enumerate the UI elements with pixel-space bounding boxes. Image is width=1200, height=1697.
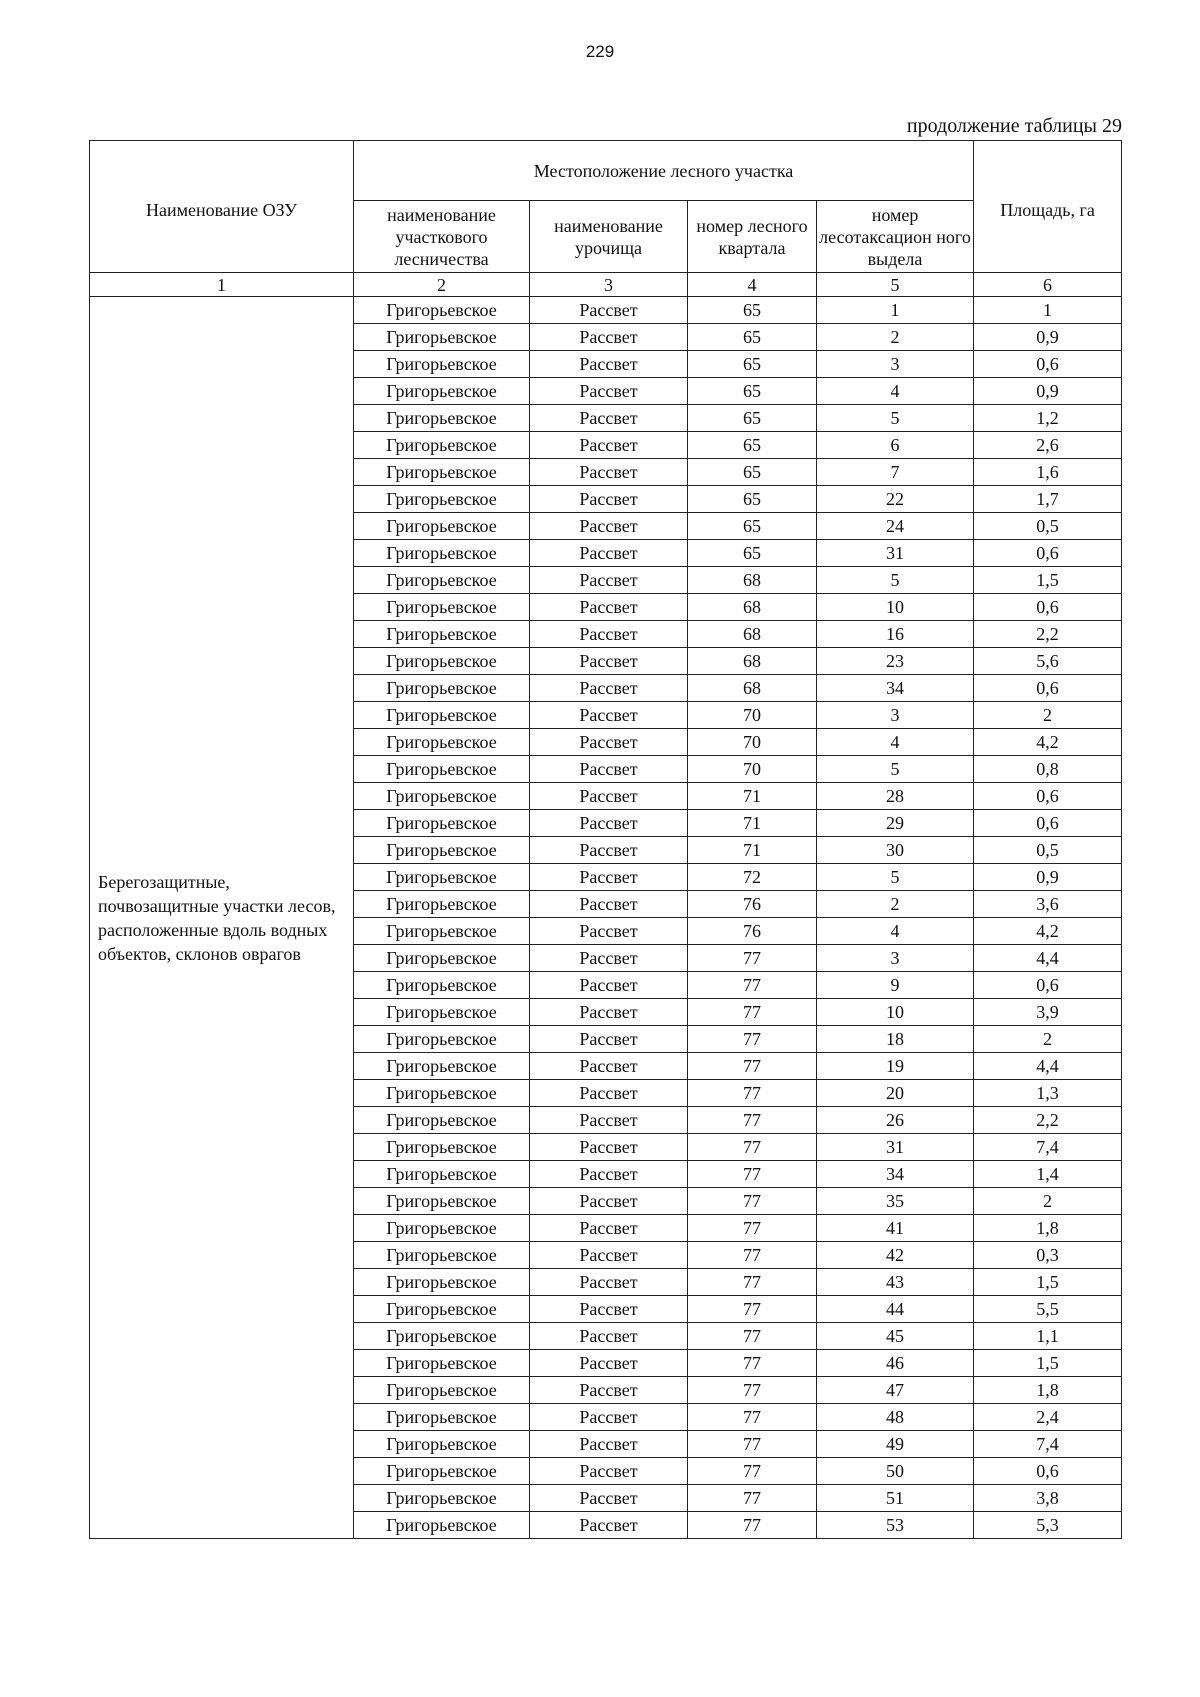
cell-plot: 45 [817, 1323, 974, 1350]
cell-district: Григорьевское [354, 1161, 530, 1188]
cell-plot: 34 [817, 1161, 974, 1188]
cell-area: 0,6 [974, 1458, 1122, 1485]
cell-plot: 4 [817, 378, 974, 405]
cell-plot: 35 [817, 1188, 974, 1215]
header-location: Местоположение лесного участка [354, 141, 974, 201]
cell-plot: 5 [817, 567, 974, 594]
cell-quarter: 70 [688, 729, 817, 756]
cell-plot: 51 [817, 1485, 974, 1512]
cell-area: 5,3 [974, 1512, 1122, 1539]
page-number: 229 [585, 42, 615, 61]
header-plot: номер лесотаксацион ного выдела [817, 201, 974, 273]
cell-area: 0,5 [974, 837, 1122, 864]
cell-district: Григорьевское [354, 756, 530, 783]
cell-tract: Рассвет [530, 351, 688, 378]
cell-quarter: 77 [688, 1350, 817, 1377]
cell-tract: Рассвет [530, 1323, 688, 1350]
cell-tract: Рассвет [530, 1053, 688, 1080]
table-row [90, 297, 1122, 324]
cell-district: Григорьевское [354, 891, 530, 918]
cell-tract: Рассвет [530, 1296, 688, 1323]
header-district: наименование участкового лесничества [354, 201, 530, 273]
cell-tract: Рассвет [530, 891, 688, 918]
cell-tract: Рассвет [530, 729, 688, 756]
cell-quarter: 77 [688, 1134, 817, 1161]
cell-area: 0,5 [974, 513, 1122, 540]
cell-tract: Рассвет [530, 1242, 688, 1269]
cell-plot: 31 [817, 540, 974, 567]
cell-plot: 4 [817, 729, 974, 756]
cell-district: Григорьевское [354, 1242, 530, 1269]
cell-quarter: 77 [688, 1458, 817, 1485]
cell-district: Григорьевское [354, 1404, 530, 1431]
cell-quarter: 65 [688, 486, 817, 513]
cell-area: 2 [974, 702, 1122, 729]
column-number: 6 [974, 273, 1122, 297]
cell-plot: 5 [817, 405, 974, 432]
cell-district: Григорьевское [354, 1269, 530, 1296]
cell-plot: 3 [817, 351, 974, 378]
cell-district: Григорьевское [354, 864, 530, 891]
cell-area: 4,4 [974, 945, 1122, 972]
cell-quarter: 77 [688, 1053, 817, 1080]
cell-area: 3,8 [974, 1485, 1122, 1512]
table-caption: продолжение таблицы 29 [906, 115, 1122, 137]
cell-area: 2,2 [974, 1107, 1122, 1134]
cell-quarter: 77 [688, 1431, 817, 1458]
cell-area: 0,6 [974, 675, 1122, 702]
cell-area: 0,9 [974, 864, 1122, 891]
cell-district: Григорьевское [354, 675, 530, 702]
cell-quarter: 65 [688, 378, 817, 405]
header-ozu-name: Наименование ОЗУ [90, 141, 354, 273]
cell-quarter: 77 [688, 1269, 817, 1296]
cell-plot: 9 [817, 972, 974, 999]
cell-tract: Рассвет [530, 1431, 688, 1458]
cell-district: Григорьевское [354, 1188, 530, 1215]
cell-quarter: 77 [688, 1377, 817, 1404]
cell-area: 1,3 [974, 1080, 1122, 1107]
cell-quarter: 65 [688, 405, 817, 432]
cell-plot: 30 [817, 837, 974, 864]
cell-area: 1,1 [974, 1323, 1122, 1350]
table-body [90, 297, 1122, 1539]
cell-tract: Рассвет [530, 1377, 688, 1404]
cell-tract: Рассвет [530, 1350, 688, 1377]
header-tract: наименование урочища [530, 201, 688, 273]
cell-area: 2,6 [974, 432, 1122, 459]
cell-plot: 1 [817, 297, 974, 324]
cell-district: Григорьевское [354, 1134, 530, 1161]
cell-tract: Рассвет [530, 1215, 688, 1242]
cell-tract: Рассвет [530, 405, 688, 432]
cell-tract: Рассвет [530, 1485, 688, 1512]
cell-tract: Рассвет [530, 1404, 688, 1431]
cell-district: Григорьевское [354, 1458, 530, 1485]
cell-district: Григорьевское [354, 783, 530, 810]
cell-district: Григорьевское [354, 1053, 530, 1080]
cell-plot: 20 [817, 1080, 974, 1107]
cell-district: Григорьевское [354, 1512, 530, 1539]
cell-area: 0,3 [974, 1242, 1122, 1269]
cell-area: 0,9 [974, 324, 1122, 351]
cell-tract: Рассвет [530, 594, 688, 621]
header-quarter: номер лесного квартала [688, 201, 817, 273]
cell-quarter: 68 [688, 648, 817, 675]
cell-plot: 26 [817, 1107, 974, 1134]
cell-area: 0,6 [974, 783, 1122, 810]
cell-quarter: 68 [688, 567, 817, 594]
cell-area: 3,6 [974, 891, 1122, 918]
cell-quarter: 77 [688, 1323, 817, 1350]
cell-tract: Рассвет [530, 1188, 688, 1215]
cell-plot: 18 [817, 1026, 974, 1053]
cell-area: 1,5 [974, 1269, 1122, 1296]
cell-quarter: 77 [688, 1242, 817, 1269]
cell-area: 0,6 [974, 972, 1122, 999]
cell-area: 3,9 [974, 999, 1122, 1026]
cell-district: Григорьевское [354, 594, 530, 621]
cell-area: 5,6 [974, 648, 1122, 675]
cell-tract: Рассвет [530, 756, 688, 783]
cell-tract: Рассвет [530, 783, 688, 810]
cell-tract: Рассвет [530, 648, 688, 675]
cell-district: Григорьевское [354, 1107, 530, 1134]
cell-plot: 22 [817, 486, 974, 513]
cell-tract: Рассвет [530, 999, 688, 1026]
cell-area: 4,4 [974, 1053, 1122, 1080]
cell-quarter: 65 [688, 432, 817, 459]
column-number: 2 [354, 273, 530, 297]
cell-quarter: 77 [688, 1026, 817, 1053]
cell-area: 1,5 [974, 1350, 1122, 1377]
cell-area: 1,5 [974, 567, 1122, 594]
cell-plot: 42 [817, 1242, 974, 1269]
cell-quarter: 77 [688, 1080, 817, 1107]
cell-quarter: 77 [688, 945, 817, 972]
cell-tract: Рассвет [530, 1512, 688, 1539]
cell-plot: 4 [817, 918, 974, 945]
ozu-category-cell: Берегозащитные, почвозащитные участки лесов, расположенные вдоль водных объектов, склонов оврагов [90, 297, 354, 1539]
cell-area: 7,4 [974, 1134, 1122, 1161]
cell-area: 0,9 [974, 378, 1122, 405]
cell-district: Григорьевское [354, 729, 530, 756]
cell-area: 5,5 [974, 1296, 1122, 1323]
cell-area: 4,2 [974, 918, 1122, 945]
column-number: 3 [530, 273, 688, 297]
cell-plot: 3 [817, 945, 974, 972]
cell-plot: 10 [817, 594, 974, 621]
cell-tract: Рассвет [530, 918, 688, 945]
cell-quarter: 77 [688, 999, 817, 1026]
cell-plot: 23 [817, 648, 974, 675]
cell-quarter: 77 [688, 1107, 817, 1134]
cell-area: 1,2 [974, 405, 1122, 432]
cell-tract: Рассвет [530, 567, 688, 594]
cell-quarter: 71 [688, 837, 817, 864]
cell-tract: Рассвет [530, 297, 688, 324]
cell-district: Григорьевское [354, 297, 530, 324]
cell-district: Григорьевское [354, 1323, 530, 1350]
cell-tract: Рассвет [530, 432, 688, 459]
cell-quarter: 77 [688, 972, 817, 999]
column-number: 1 [90, 273, 354, 297]
cell-district: Григорьевское [354, 810, 530, 837]
cell-tract: Рассвет [530, 1134, 688, 1161]
cell-plot: 3 [817, 702, 974, 729]
cell-plot: 2 [817, 891, 974, 918]
cell-area: 2 [974, 1188, 1122, 1215]
cell-district: Григорьевское [354, 1296, 530, 1323]
cell-plot: 34 [817, 675, 974, 702]
cell-quarter: 65 [688, 513, 817, 540]
cell-district: Григорьевское [354, 621, 530, 648]
cell-district: Григорьевское [354, 945, 530, 972]
cell-area: 2 [974, 1026, 1122, 1053]
column-number: 4 [688, 273, 817, 297]
cell-plot: 43 [817, 1269, 974, 1296]
cell-quarter: 65 [688, 297, 817, 324]
cell-quarter: 65 [688, 351, 817, 378]
cell-district: Григорьевское [354, 1377, 530, 1404]
cell-quarter: 77 [688, 1296, 817, 1323]
cell-area: 1,4 [974, 1161, 1122, 1188]
cell-plot: 31 [817, 1134, 974, 1161]
cell-plot: 7 [817, 459, 974, 486]
cell-tract: Рассвет [530, 513, 688, 540]
cell-district: Григорьевское [354, 567, 530, 594]
cell-tract: Рассвет [530, 1026, 688, 1053]
cell-district: Григорьевское [354, 702, 530, 729]
cell-quarter: 72 [688, 864, 817, 891]
cell-district: Григорьевское [354, 1350, 530, 1377]
cell-district: Григорьевское [354, 432, 530, 459]
cell-tract: Рассвет [530, 459, 688, 486]
cell-quarter: 77 [688, 1404, 817, 1431]
cell-tract: Рассвет [530, 972, 688, 999]
cell-plot: 46 [817, 1350, 974, 1377]
cell-area: 0,6 [974, 594, 1122, 621]
cell-quarter: 68 [688, 594, 817, 621]
cell-district: Григорьевское [354, 837, 530, 864]
cell-district: Григорьевское [354, 972, 530, 999]
cell-plot: 24 [817, 513, 974, 540]
cell-plot: 48 [817, 1404, 974, 1431]
cell-tract: Рассвет [530, 1161, 688, 1188]
cell-area: 2,2 [974, 621, 1122, 648]
cell-tract: Рассвет [530, 324, 688, 351]
cell-plot: 44 [817, 1296, 974, 1323]
cell-district: Григорьевское [354, 1215, 530, 1242]
cell-tract: Рассвет [530, 621, 688, 648]
cell-district: Григорьевское [354, 459, 530, 486]
cell-district: Григорьевское [354, 1080, 530, 1107]
cell-area: 0,8 [974, 756, 1122, 783]
cell-quarter: 77 [688, 1188, 817, 1215]
column-number: 5 [817, 273, 974, 297]
cell-plot: 2 [817, 324, 974, 351]
cell-tract: Рассвет [530, 675, 688, 702]
cell-quarter: 76 [688, 918, 817, 945]
cell-plot: 47 [817, 1377, 974, 1404]
cell-area: 0,6 [974, 810, 1122, 837]
cell-tract: Рассвет [530, 1080, 688, 1107]
cell-quarter: 71 [688, 810, 817, 837]
cell-plot: 6 [817, 432, 974, 459]
cell-district: Григорьевское [354, 999, 530, 1026]
cell-tract: Рассвет [530, 810, 688, 837]
cell-district: Григорьевское [354, 351, 530, 378]
cell-area: 1,8 [974, 1215, 1122, 1242]
cell-district: Григорьевское [354, 1485, 530, 1512]
cell-quarter: 65 [688, 540, 817, 567]
cell-quarter: 76 [688, 891, 817, 918]
cell-plot: 41 [817, 1215, 974, 1242]
cell-area: 1 [974, 297, 1122, 324]
cell-district: Григорьевское [354, 540, 530, 567]
cell-plot: 10 [817, 999, 974, 1026]
cell-plot: 50 [817, 1458, 974, 1485]
cell-area: 7,4 [974, 1431, 1122, 1458]
cell-quarter: 70 [688, 702, 817, 729]
header-area: Площадь, га [974, 141, 1122, 273]
cell-area: 0,6 [974, 351, 1122, 378]
cell-tract: Рассвет [530, 1269, 688, 1296]
cell-plot: 53 [817, 1512, 974, 1539]
cell-quarter: 77 [688, 1161, 817, 1188]
cell-district: Григорьевское [354, 513, 530, 540]
cell-quarter: 77 [688, 1512, 817, 1539]
cell-quarter: 65 [688, 459, 817, 486]
cell-plot: 5 [817, 864, 974, 891]
cell-district: Григорьевское [354, 324, 530, 351]
cell-quarter: 70 [688, 756, 817, 783]
cell-plot: 19 [817, 1053, 974, 1080]
cell-plot: 29 [817, 810, 974, 837]
cell-plot: 16 [817, 621, 974, 648]
cell-tract: Рассвет [530, 1458, 688, 1485]
cell-tract: Рассвет [530, 378, 688, 405]
cell-quarter: 77 [688, 1215, 817, 1242]
cell-district: Григорьевское [354, 486, 530, 513]
cell-tract: Рассвет [530, 1107, 688, 1134]
cell-area: 1,7 [974, 486, 1122, 513]
cell-tract: Рассвет [530, 864, 688, 891]
cell-district: Григорьевское [354, 405, 530, 432]
cell-district: Григорьевское [354, 648, 530, 675]
cell-area: 1,6 [974, 459, 1122, 486]
cell-area: 2,4 [974, 1404, 1122, 1431]
cell-plot: 49 [817, 1431, 974, 1458]
forest-plots-table [89, 140, 1122, 1539]
cell-quarter: 77 [688, 1485, 817, 1512]
cell-quarter: 65 [688, 324, 817, 351]
cell-district: Григорьевское [354, 1431, 530, 1458]
cell-area: 0,6 [974, 540, 1122, 567]
cell-area: 1,8 [974, 1377, 1122, 1404]
cell-tract: Рассвет [530, 540, 688, 567]
cell-tract: Рассвет [530, 486, 688, 513]
cell-district: Григорьевское [354, 918, 530, 945]
cell-quarter: 71 [688, 783, 817, 810]
cell-tract: Рассвет [530, 837, 688, 864]
cell-area: 4,2 [974, 729, 1122, 756]
cell-quarter: 68 [688, 621, 817, 648]
cell-plot: 5 [817, 756, 974, 783]
cell-tract: Рассвет [530, 945, 688, 972]
cell-tract: Рассвет [530, 702, 688, 729]
cell-plot: 28 [817, 783, 974, 810]
cell-quarter: 68 [688, 675, 817, 702]
cell-district: Григорьевское [354, 1026, 530, 1053]
cell-district: Григорьевское [354, 378, 530, 405]
